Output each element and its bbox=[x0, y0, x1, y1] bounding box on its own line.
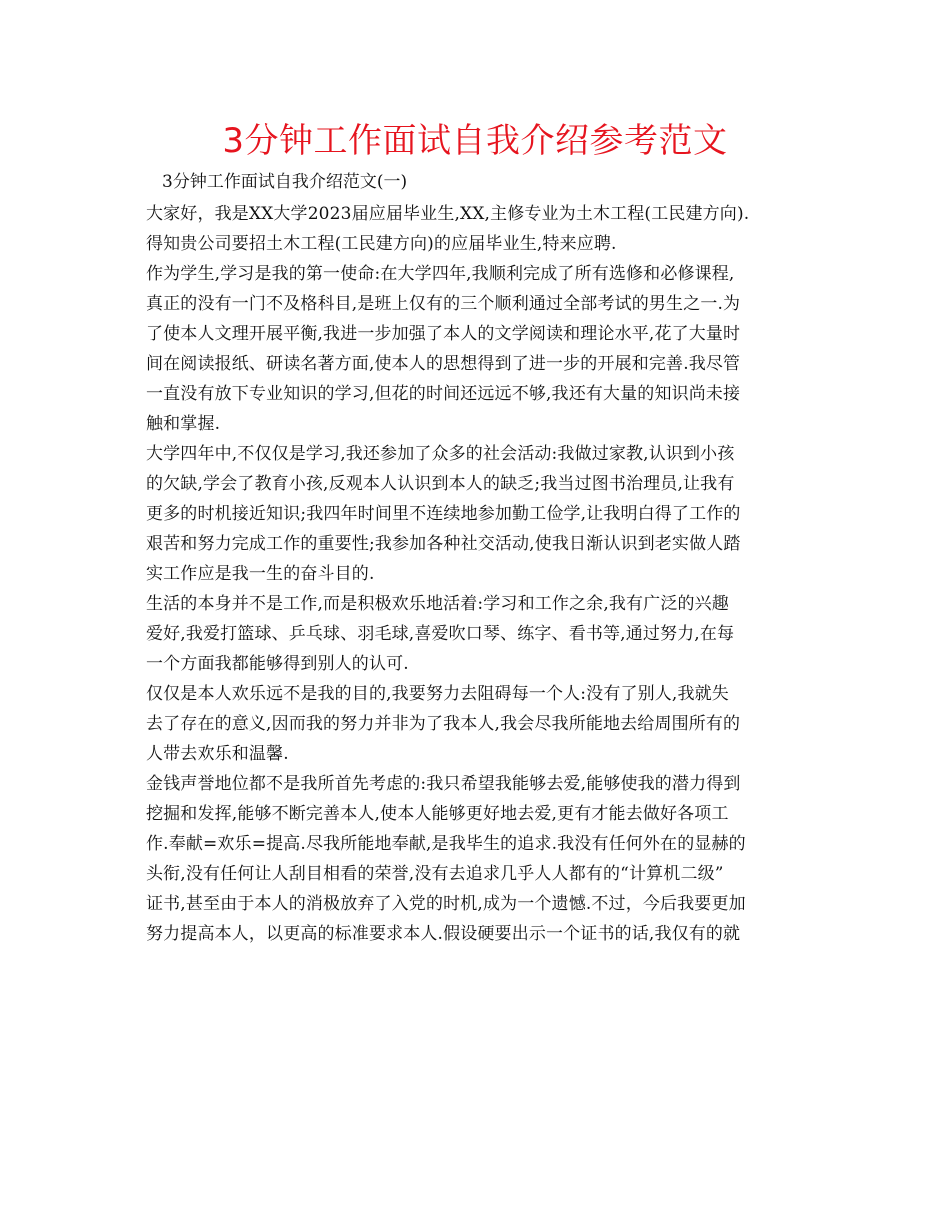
text-line: 一直没有放下专业知识的学习,但花的时间还远远不够,我还有大量的知识尚未接 bbox=[146, 384, 741, 404]
document-subtitle: 3分钟工作面试自我介绍范文(一) bbox=[162, 172, 408, 192]
text-line: 触和掌握. bbox=[146, 414, 221, 434]
text-line: 实工作应是我一生的奋斗目的. bbox=[146, 564, 375, 584]
document-title: 3分钟工作面试自我介绍参考范文 bbox=[222, 121, 728, 161]
text-line: 艰苦和努力完成工作的重要性;我参加各种社交活动,使我日渐认识到老实做人踏 bbox=[146, 534, 741, 554]
text-line: 头衔,没有任何让人刮目相看的荣誉,没有去追求几乎人人都有的“计算机二级” bbox=[146, 864, 724, 884]
text-line: 大家好，我是XX大学2023届应届毕业生,XX,主修专业为土木工程(工民建方向). bbox=[146, 204, 750, 224]
text-line: 间在阅读报纸、研读名著方面,使本人的思想得到了进一步的开展和完善.我尽管 bbox=[146, 354, 741, 374]
text-line: 生活的本身并不是工作,而是积极欢乐地活着:学习和工作之余,我有广泛的兴趣 bbox=[146, 594, 729, 614]
text-line: 证书,甚至由于本人的消极放弃了入党的时机,成为一个遗憾.不过，今后我要更加 bbox=[146, 894, 746, 914]
text-line: 金钱声誉地位都不是我所首先考虑的:我只希望我能够去爱,能够使我的潜力得到 bbox=[146, 774, 741, 794]
document-body bbox=[146, 199, 806, 949]
text-line: 了使本人文理开展平衡,我进一步加强了本人的文学阅读和理论水平,花了大量时 bbox=[146, 324, 741, 344]
text-line: 一个方面我都能够得到别人的认可. bbox=[146, 654, 409, 674]
text-line: 更多的时机接近知识;我四年时间里不连续地参加勤工俭学,让我明白得了工作的 bbox=[146, 504, 741, 524]
text-line: 得知贵公司要招土木工程(工民建方向)的应届毕业生,特来应聘. bbox=[146, 234, 617, 254]
text-line: 作为学生,学习是我的第一使命:在大学四年,我顺利完成了所有选修和必修课程, bbox=[146, 264, 735, 284]
text-line: 爱好,我爱打篮球、乒乓球、羽毛球,喜爱吹口琴、练字、看书等,通过努力,在每 bbox=[146, 624, 735, 644]
text-line: 去了存在的意义,因而我的努力并非为了我本人,我会尽我所能地去给周围所有的 bbox=[146, 714, 741, 734]
text-line: 真正的没有一门不及格科目,是班上仅有的三个顺利通过全部考试的男生之一.为 bbox=[146, 294, 741, 314]
text-line: 大学四年中,不仅仅是学习,我还参加了众多的社会活动:我做过家教,认识到小孩 bbox=[146, 444, 735, 464]
text-line: 作.奉献=欢乐=提高.尽我所能地奉献,是我毕生的追求.我没有任何外在的显赫的 bbox=[146, 834, 746, 854]
text-line: 的欠缺,学会了教育小孩,反观本人认识到本人的缺乏;我当过图书治理员,让我有 bbox=[146, 474, 735, 494]
text-line: 仅仅是本人欢乐远不是我的目的,我要努力去阻碍每一个人:没有了别人,我就失 bbox=[146, 684, 729, 704]
text-line: 挖掘和发挥,能够不断完善本人,使本人能够更好地去爱,更有才能去做好各项工 bbox=[146, 804, 729, 824]
text-line: 努力提高本人，以更高的标准要求本人.假设硬要出示一个证书的话,我仅有的就 bbox=[146, 924, 741, 944]
text-line: 人带去欢乐和温馨. bbox=[146, 744, 289, 764]
